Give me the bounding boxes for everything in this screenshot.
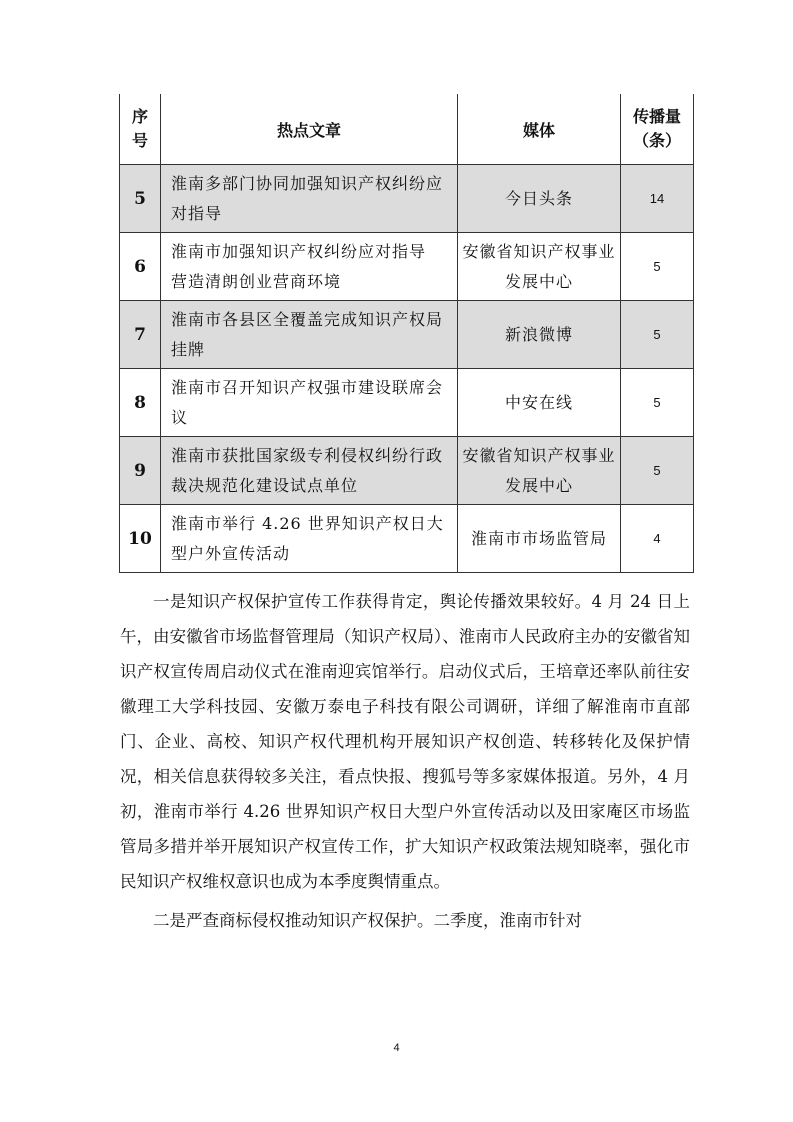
hot-articles-table (119, 94, 694, 573)
row-media: 淮南市市场监管局 (458, 505, 621, 573)
table-row (120, 233, 694, 301)
row-media: 新浪微博 (458, 301, 621, 369)
row-title: 淮南市召开知识产权强市建设联席会议 (161, 369, 458, 437)
row-count: 5 (621, 233, 694, 301)
row-count: 5 (621, 301, 694, 369)
row-count: 5 (621, 369, 694, 437)
row-count: 4 (621, 505, 694, 573)
row-title: 淮南市举行 4.26 世界知识产权日大型户外宣传活动 (161, 505, 458, 573)
row-no: 10 (120, 505, 161, 573)
header-count-line2: （条） (632, 131, 681, 150)
row-media: 安徽省知识产权事业发展中心 (458, 437, 621, 505)
header-media: 媒体 (458, 94, 621, 165)
row-media: 今日头条 (458, 165, 621, 233)
table-header-row (120, 94, 694, 165)
page-number: 4 (393, 1042, 400, 1054)
header-no-line2: 号 (131, 131, 148, 150)
paragraph: 二是严查商标侵权推动知识产权保护。二季度，淮南市针对 (153, 911, 582, 930)
row-title: 淮南市加强知识产权纠纷应对指导 营造清朗创业营商环境 (161, 233, 458, 301)
row-no: 9 (120, 437, 161, 505)
table-row (120, 437, 694, 505)
table-row (120, 165, 694, 233)
row-no: 7 (120, 301, 161, 369)
table-row (120, 301, 694, 369)
row-title: 淮南市各县区全覆盖完成知识产权局挂牌 (161, 301, 458, 369)
row-no: 8 (120, 369, 161, 437)
header-no (120, 94, 161, 165)
paragraph: 一是知识产权保护宣传工作获得肯定，舆论传播效果较好。4 月 24 日上午，由安徽省市场监督管理局（知识产权局）、淮南市人民政府主办的安徽省知识产权宣传周启动仪式在淮南迎宾馆举行。启动仪式后，王培章还率队前往安徽理工大学科技园、安徽万泰电子科技有限公司调研，详细了解淮南市直部门、企业、高校、知识产权代理机构开展知识产权创造、转移转化及保护情况，相关信息获得较多关注，看点快报、搜狐号等多家媒体报道。另外，4 月初，淮南市举行 4.26 世界知识产权日大型户外宣传活动以及田家庵区市场监管局多措并举开展知识产权宣传工作，扩大知识产权政策法规知晓率，强化市民知识产权维权意识也成为本季度舆情重点。 (120, 592, 690, 891)
row-count: 5 (621, 437, 694, 505)
table-row (120, 505, 694, 573)
header-no-line1: 序 (131, 107, 148, 126)
header-title: 热点文章 (161, 94, 458, 165)
row-title: 淮南市获批国家级专利侵权纠纷行政裁决规范化建设试点单位 (161, 437, 458, 505)
row-title: 淮南多部门协同加强知识产权纠纷应对指导 (161, 165, 458, 233)
row-count: 14 (621, 165, 694, 233)
header-count (621, 94, 694, 165)
body-text (120, 584, 690, 938)
row-no: 6 (120, 233, 161, 301)
table-row (120, 369, 694, 437)
row-media: 中安在线 (458, 369, 621, 437)
hot-articles-table-container (119, 94, 689, 573)
row-no: 5 (120, 165, 161, 233)
row-media: 安徽省知识产权事业发展中心 (458, 233, 621, 301)
header-count-line1: 传播量 (632, 107, 681, 126)
